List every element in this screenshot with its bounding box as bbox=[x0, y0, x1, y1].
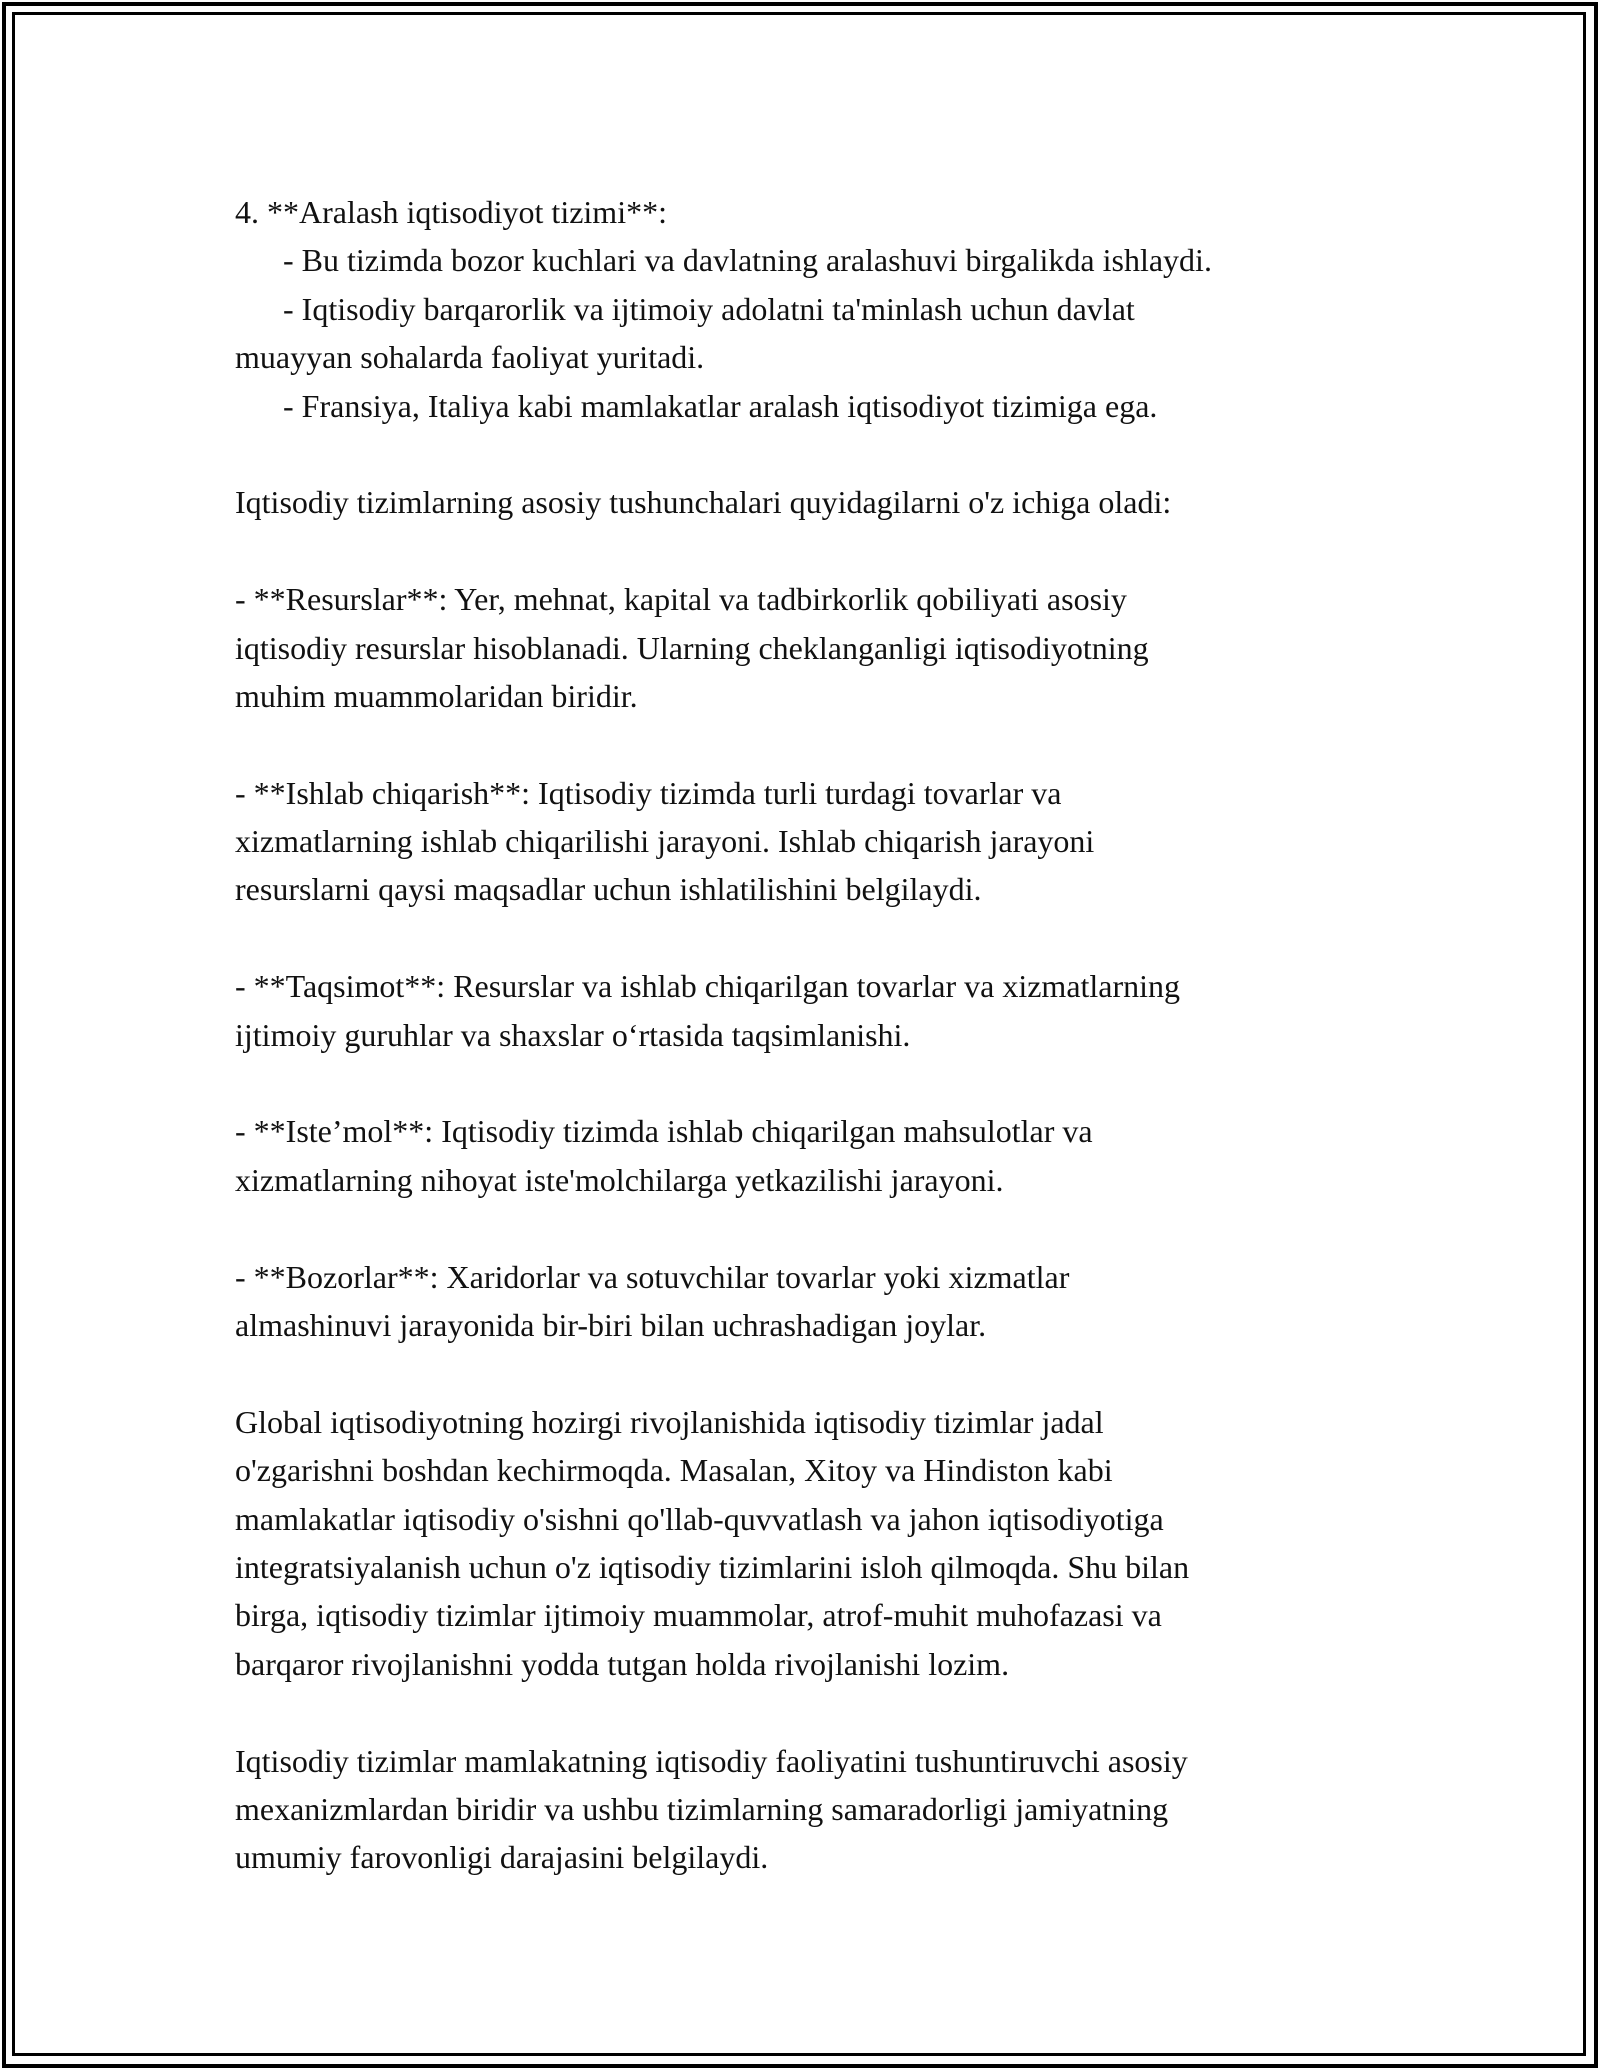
paragraph-line: birga, iqtisodiy tizimlar ijtimoiy muammolar, atrof-muhit muhofazasi va bbox=[235, 1597, 1162, 1634]
paragraph-line: - **Iste’mol**: Iqtisodiy tizimda ishlab chiqarilgan mahsulotlar va bbox=[235, 1113, 1093, 1150]
paragraph-line: mamlakatlar iqtisodiy o'sishni qo'llab-quvvatlash va jahon iqtisodiyotiga bbox=[235, 1500, 1164, 1537]
section-mixed-economy bbox=[235, 188, 1345, 430]
paragraph-line: Global iqtisodiyotning hozirgi rivojlanishida iqtisodiy tizimlar jadal bbox=[235, 1403, 1104, 1440]
conclusion-paragraph bbox=[235, 1737, 1345, 1882]
concept-bozorlar bbox=[235, 1253, 1345, 1350]
paragraph-gap bbox=[235, 720, 1345, 768]
concept-istemol bbox=[235, 1107, 1345, 1204]
section-heading: 4. **Aralash iqtisodiyot tizimi**: bbox=[235, 194, 667, 230]
intro-paragraph: Iqtisodiy tizimlarning asosiy tushunchalari quyidagilarni o'z ichiga oladi: bbox=[235, 484, 1172, 521]
bullet-line: - Iqtisodiy barqarorlik va ijtimoiy adolatni ta'minlash uchun davlat bbox=[283, 290, 1135, 327]
concept-resurslar bbox=[235, 575, 1345, 720]
paragraph-line: barqaror rivojlanishni yodda tutgan holda rivojlanishi lozim. bbox=[235, 1645, 1010, 1682]
paragraph-line: integratsiyalanish uchun o'z iqtisodiy tizimlarini isloh qilmoqda. Shu bilan bbox=[235, 1548, 1190, 1585]
paragraph-line: ijtimoiy guruhlar va shaxslar o‘rtasida taqsimlanishi. bbox=[235, 1016, 911, 1053]
paragraph-line: xizmatlarning nihoyat iste'molchilarga yetkazilishi jarayoni. bbox=[235, 1161, 1004, 1198]
paragraph-gap bbox=[235, 914, 1345, 962]
paragraph-line: - **Bozorlar**: Xaridorlar va sotuvchilar tovarlar yoki xizmatlar bbox=[235, 1258, 1070, 1295]
paragraph-line: xizmatlarning ishlab chiqarilishi jarayoni. Ishlab chiqarish jarayoni bbox=[235, 823, 1095, 860]
paragraph-gap bbox=[235, 1204, 1345, 1252]
bullet-continuation-line: muayyan sohalarda faoliyat yuritadi. bbox=[235, 339, 705, 376]
paragraph-gap bbox=[235, 1349, 1345, 1397]
paragraph-gap bbox=[235, 1688, 1345, 1736]
bullet-line: - Fransiya, Italiya kabi mamlakatlar aralash iqtisodiyot tizimiga ega. bbox=[283, 387, 1158, 424]
paragraph-line: resurslarni qaysi maqsadlar uchun ishlatilishini belgilaydi. bbox=[235, 871, 982, 908]
paragraph-gap bbox=[235, 1059, 1345, 1107]
bullet-line: - Bu tizimda bozor kuchlari va davlatning aralashuvi birgalikda ishlaydi. bbox=[283, 242, 1212, 279]
paragraph-gap bbox=[235, 430, 1345, 478]
concept-ishlab-chiqarish bbox=[235, 769, 1345, 914]
paragraph-line: - **Resurslar**: Yer, mehnat, kapital va tadbirkorlik qobiliyati asosiy bbox=[235, 581, 1127, 618]
paragraph-gap bbox=[235, 527, 1345, 575]
paragraph-line: Iqtisodiy tizimlar mamlakatning iqtisodiy faoliyatini tushuntiruvchi asosiy bbox=[235, 1742, 1188, 1779]
paragraph-line: iqtisodiy resurslar hisoblanadi. Ularning cheklanganligi iqtisodiyotning bbox=[235, 629, 1149, 666]
paragraph-line: - **Taqsimot**: Resurslar va ishlab chiqarilgan tovarlar va xizmatlarning bbox=[235, 968, 1181, 1005]
paragraph-line: mexanizmlardan biridir va ushbu tizimlarning samaradorligi jamiyatning bbox=[235, 1790, 1169, 1827]
concept-taqsimot bbox=[235, 962, 1345, 1059]
paragraph-line: muhim muammolaridan biridir. bbox=[235, 677, 638, 714]
paragraph-line: umumiy farovonligi darajasini belgilaydi. bbox=[235, 1839, 769, 1876]
paragraph-line: o'zgarishni boshdan kechirmoqda. Masalan, Xitoy va Hindiston kabi bbox=[235, 1452, 1113, 1489]
paragraph-line: - **Ishlab chiqarish**: Iqtisodiy tizimda turli turdagi tovarlar va bbox=[235, 774, 1062, 811]
document-body bbox=[235, 188, 1345, 1882]
paragraph-line: almashinuvi jarayonida bir-biri bilan uchrashadigan joylar. bbox=[235, 1306, 987, 1343]
global-economy-paragraph bbox=[235, 1398, 1345, 1688]
